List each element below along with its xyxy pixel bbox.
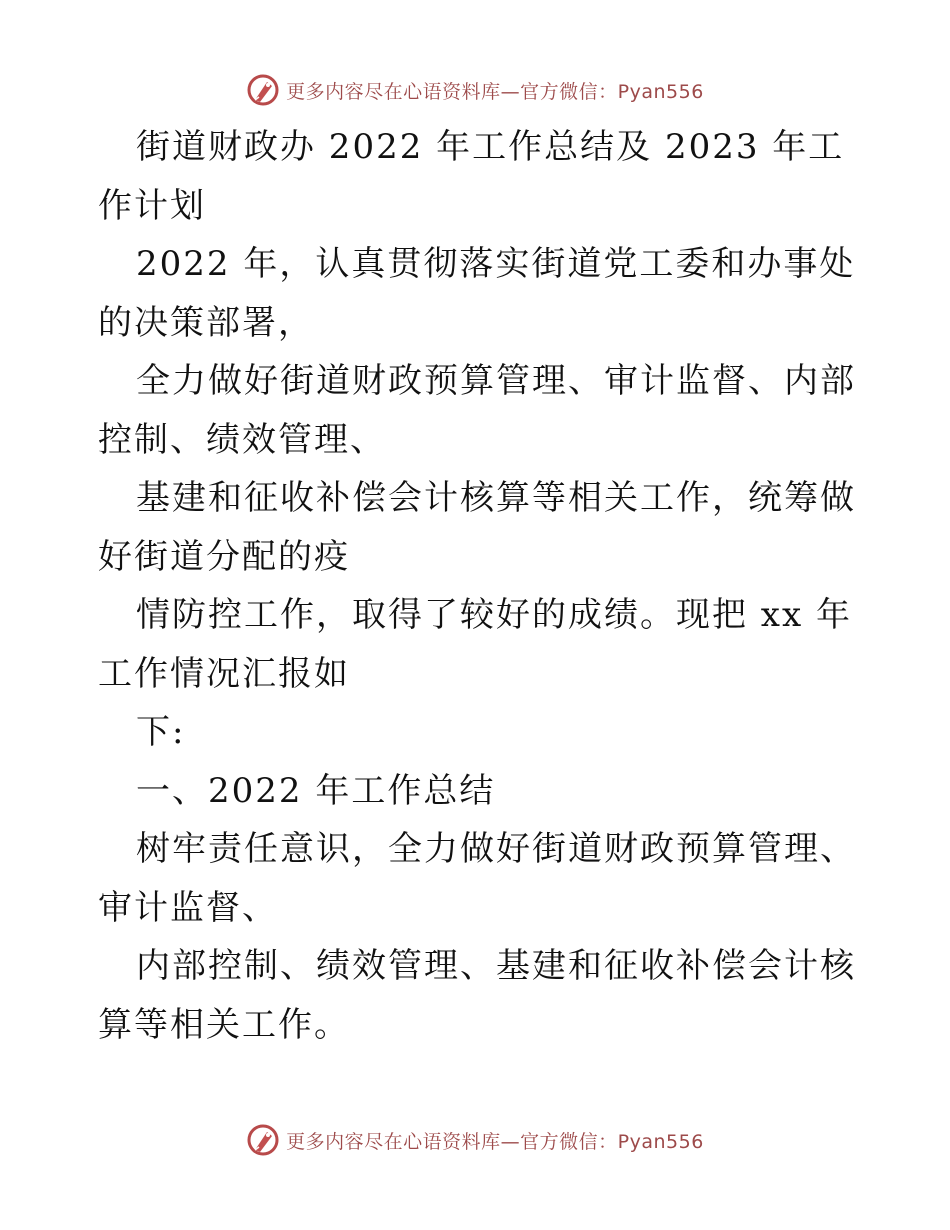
paragraph: 2022 年，认真贯彻落实街道党工委和办事处的决策部署， xyxy=(98,244,856,343)
footer-banner-text: 更多内容尽在心语资料库—官方微信：Pyan556 xyxy=(286,1130,704,1153)
footer-banner xyxy=(0,1120,950,1160)
paragraph: 情防控工作，取得了较好的成绩。现把 xx 年工作情况汇报如 xyxy=(98,595,852,694)
paragraph: 基建和征收补偿会计核算等相关工作，统筹做好街道分配的疫 xyxy=(98,478,856,577)
document-title: 街道财政办 2022 年工作总结及 2023 年工作计划 xyxy=(98,127,845,226)
pen-nib-logo-icon xyxy=(246,73,280,107)
header-banner xyxy=(0,70,950,110)
paragraph: 内部控制、绩效管理、基建和征收补偿会计核算等相关工作。 xyxy=(98,946,856,1045)
paragraph: 全力做好街道财政预算管理、审计监督、内部控制、绩效管理、 xyxy=(98,361,856,460)
document-body xyxy=(98,118,858,1054)
section-heading: 一、2022 年工作总结 xyxy=(136,770,496,811)
header-banner-text: 更多内容尽在心语资料库—官方微信：Pyan556 xyxy=(286,80,704,103)
pen-nib-logo-icon xyxy=(246,1123,280,1157)
paragraph: 树牢责任意识，全力做好街道财政预算管理、审计监督、 xyxy=(98,829,856,928)
paragraph: 下: xyxy=(136,712,186,752)
